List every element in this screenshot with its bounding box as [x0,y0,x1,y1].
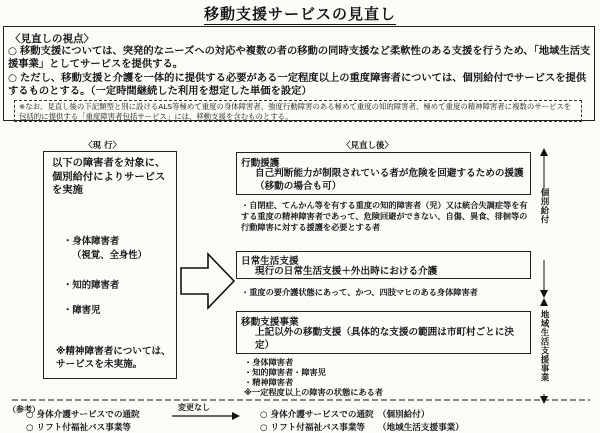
daily-life-support-title: 日常生活支援 [241,256,299,267]
reference-arrow-icon [170,410,242,422]
after-header: 〈見直し後〉 [342,141,394,151]
current-note: ※精神障害者については、サービスを未実施。 [56,346,171,370]
daily-life-support-desc: 現行の日常生活支援＋外出時における介護 [255,266,438,277]
current-item-physical-detail: （視覚、全身性） [72,250,148,261]
reference-left-2: ○ リフト付福祉バス事業等 [26,423,132,433]
viewpoint-para-1-text: 移動支援については、突発的なニーズへの対応や複数の者の移動の同時支援など柔軟性のある支援を行うため、「地域生活支援事業」としてサービスを提供する。 [8,45,591,70]
viewpoint-note: ※なお、見直し後の下記類型と別に設けるALS等極めて重度の身体障害者、強度行動障害のある極めて重度の知的障害者、極めて重度の精神障害者に複数のサービスを包括的に提供する「重度障害者包括サービス」には、移動支援を含むものとする。 [14,100,582,122]
right-arrow-icon [178,250,238,312]
viewpoint-para-2 [8,72,592,98]
viewpoint-para-1 [8,45,592,71]
page-title [0,3,600,24]
reference-divider [0,396,600,404]
reference-right-2: ○ リフト付福祉バス事業等 （地域生活支援事業） [260,423,464,433]
bullet-marker: ○ [8,72,17,84]
bullet-marker: ○ [8,45,17,57]
current-item-physical: ・身体障害者 [63,236,120,247]
label-individual-benefit: 個別給付 [539,188,549,224]
page-title-text: 移動支援サービスの見直し [203,5,396,23]
current-item-intellectual: ・知的障害者 [63,280,120,291]
mobility-target-mental: ・精神障害者 [244,377,294,387]
mobility-target-condition: ※一定程度以上の障害の状態にある者 [244,387,383,397]
mobility-target-physical: ・身体障害者 [244,357,294,367]
label-community-support: 地域生活支援事業 [539,310,549,382]
reference-arrow-label: 変更なし [178,403,210,412]
current-intro: 以下の障害者を対象に、個別給付によりサービスを実施 [52,157,166,196]
behavior-support-target: ・自閉症、てんかん等を有する重度の知的障害者（児）又は統合失調症等を有する重度の精神障害者であって、危険回避ができない、自傷、異食、徘徊等の行動障害に対する援護を必要とする者 [241,200,528,232]
viewpoint-heading: 〈見直しの視点〉 [10,33,94,45]
mobility-target-intellectual: ・知的障害者・障害児 [244,367,326,377]
current-header: 〈現 行〉 [84,141,121,151]
viewpoint-para-2-text: ただし、移動支援と介護を一体的に提供する必要がある一定程度以上の重度障害者については、個別給付でサービスを提供するものとする。（一定時間継続した利用を想定した単価を設定） [8,72,587,97]
behavior-support-desc: 自己判断能力が制限されている者が危険を回避するための援護（移動の場合も可） [255,168,524,192]
reference-right-1: ○ 身体介護サービスでの通院 （個別給付） [260,410,430,420]
reference-label: （参考） [8,405,40,414]
behavior-support-title: 行動援護 [241,158,280,169]
daily-life-support-target: ・重度の要介護状態にあって、かつ、四肢マヒのある身体障害者 [241,287,478,297]
current-item-children: ・障害児 [63,305,101,316]
mobility-support-title: 移動支援事業 [241,317,299,328]
mobility-support-desc: 上記以外の移動支援（具体的な支援の範囲は市町村ごとに決定） [255,327,515,351]
reference-left-1: ○ 身体介護サービスでの通院 [26,410,140,420]
